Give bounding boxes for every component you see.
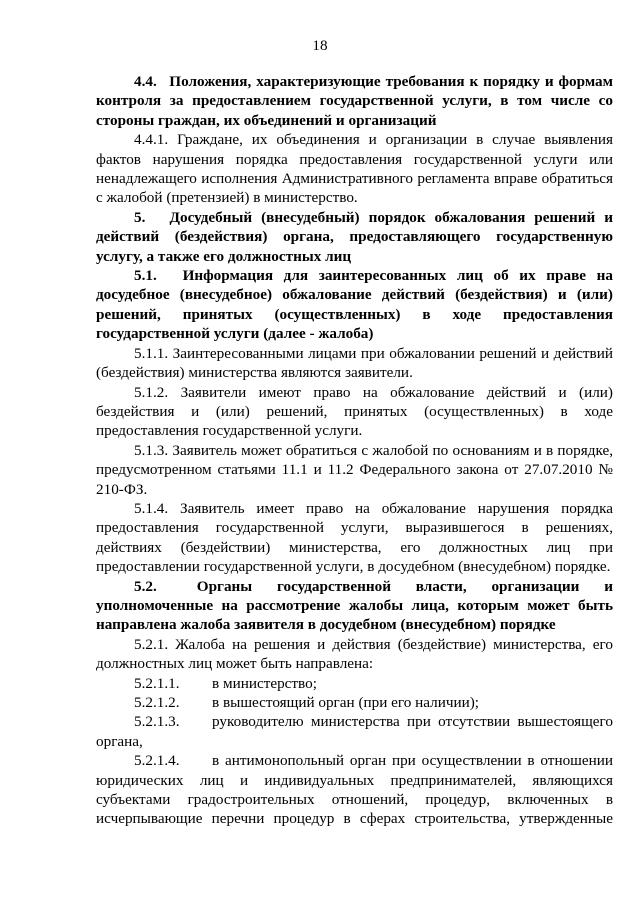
- list-item-text: руководителю министерства при отсутствии вышестоящего: [212, 713, 613, 731]
- section-4-4-heading: 4.4. Положения, характеризующие требования к порядку и формам контроля за предоставлением государственной услуги, в том числе со стороны граждан, их объединений и организаций: [96, 73, 613, 129]
- list-item-5-2-1-2: [96, 693, 613, 712]
- list-item-5-2-1-3-continuation: органа,: [96, 732, 143, 750]
- list-item-5-2-1-1: [96, 674, 613, 693]
- paragraph-5-1-3: 5.1.3. Заявитель может обратиться с жалобой по основаниям и в порядке, предусмотренном статьями 11.1 и 11.2 Федерального закона от 27.07.2010 № 210-ФЗ.: [96, 441, 613, 498]
- paragraph-5-1-1: 5.1.1. Заинтересованными лицами при обжаловании решений и действий (бездействия) министерства являются заявители.: [96, 344, 613, 382]
- paragraph-5-1-4: 5.1.4. Заявитель имеет право на обжалование нарушения порядка предоставления государственной услуги, выразившегося в решениях, действиях (бездействии) министерства, его должностных лиц при предоставлении государственной услуги, в досудебном (внесудебном) порядке.: [96, 499, 613, 576]
- list-item-number: 5.2.1.4.: [134, 752, 180, 770]
- section-5-heading: 5. Досудебный (внесудебный) порядок обжалования решений и действий (бездействия) органа, предоставляющего государственную услугу, а также его должностных лиц: [96, 208, 613, 265]
- list-item-number: 5.2.1.2.: [134, 694, 180, 711]
- list-item-number: 5.2.1.3.: [134, 713, 180, 731]
- paragraph-5-1-2: 5.1.2. Заявители имеют право на обжалование действий и (или) бездействия и (или) решений, принятых (осуществленных) в ходе предоставления государственной услуги.: [96, 383, 613, 440]
- list-item-text: в министерство;: [212, 674, 317, 692]
- paragraph-5-2-1: 5.2.1. Жалоба на решения и действия (бездействие) министерства, его должностных лиц может быть направлена:: [96, 635, 613, 673]
- section-5-1-heading: 5.1. Информация для заинтересованных лиц об их праве на досудебное (внесудебное) обжалование действий (бездействия) и (или) решений, принятых (осуществленных) в ходе предоставления государственной услуги (далее - жалоба): [96, 267, 613, 343]
- list-item-text: в вышестоящий орган (при его наличии);: [212, 694, 480, 711]
- list-item-number: 5.2.1.1.: [134, 674, 180, 692]
- list-item-5-2-1-3: [96, 712, 613, 731]
- paragraph-4-4-1: 4.4.1. Граждане, их объединения и организации в случае выявления фактов нарушения порядка предоставления государственной услуги или ненадлежащего исполнения Административного регламента вправе обратиться с жалобой (претензией) в министерство.: [96, 131, 613, 207]
- document-body: [96, 72, 613, 829]
- list-item-text: в антимонопольный орган при осуществлении в отношении: [212, 752, 613, 770]
- section-5-2-heading: 5.2. Органы государственной власти, организации и уполномоченные на рассмотрение жалобы лица, которым может быть направлена жалоба заявителя в досудебном (внесудебном) порядке: [96, 577, 613, 634]
- list-item-5-2-1-4-continuation: юридических лиц и индивидуальных предпринимателей, являющихся субъектами градостроительных отношений, процедур, включенных в исчерпывающие перечни процедур в сферах строительства, утвержденные: [96, 771, 613, 828]
- list-item-5-2-1-4: [96, 751, 613, 770]
- page-number: 18: [312, 37, 328, 54]
